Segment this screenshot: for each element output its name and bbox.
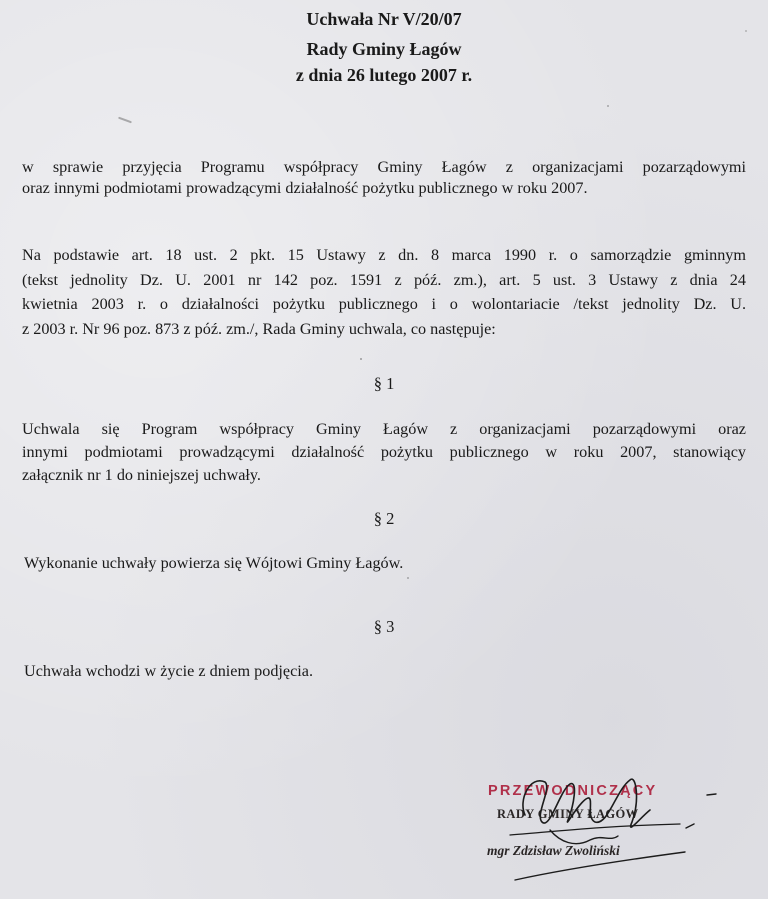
stamp-name: mgr Zdzisław Zwoliński [487, 843, 620, 858]
section-1-line: Uchwala się Program współpracy Gminy Łagów z organizacjami pozarządowymi oraz [22, 420, 746, 438]
subject-line: w sprawie przyjęcia Programu współpracy Gminy Łagów z organizacjami pozarządowymi [22, 158, 746, 176]
subject-line: oraz innymi podmiotami prowadzącymi działalność pożytku publicznego w roku 2007. [22, 179, 588, 197]
resolution-issuer: Rady Gminy Łagów [306, 39, 462, 59]
stamp-role: PRZEWODNICZĄCY [488, 783, 658, 799]
section-3-mark: § 3 [373, 617, 395, 636]
resolution-date: z dnia 26 lutego 2007 r. [295, 65, 473, 85]
section-2-mark: § 2 [373, 509, 395, 528]
scan-mark [745, 30, 747, 32]
scan-mark [118, 117, 132, 124]
basis-line: kwietnia 2003 r. o działalności pożytku publicznego i o wolontariacie /tekst jednolity Dz. U. [22, 295, 746, 313]
scan-mark [607, 105, 609, 107]
section-1-line: załącznik nr 1 do niniejszej uchwały. [22, 466, 261, 484]
basis-line: (tekst jednolity Dz. U. 2001 nr 142 poz. 1591 z póź. zm.), art. 5 ust. 3 Ustawy z dnia 24 [22, 271, 746, 289]
stamp-body: RADY GMINY ŁAGÓW [497, 807, 639, 821]
resolution-title: Uchwała Nr V/20/07 [306, 9, 462, 29]
scan-mark [360, 358, 362, 360]
subject-paragraph [22, 157, 746, 199]
basis-line: z 2003 r. Nr 96 poz. 873 z póź. zm./, Rada Gminy uchwala, co następuje: [22, 320, 496, 338]
handwritten-signature [490, 760, 720, 890]
basis-line: Na podstawie art. 18 ust. 2 pkt. 15 Ustawy z dn. 8 marca 1990 r. o samorządzie gminnym [22, 246, 746, 264]
section-1-line: innymi podmiotami prowadzącymi działalność pożytku publicznego w roku 2007, stanowiący [22, 443, 746, 461]
section-3-text: Uchwała wchodzi w życie z dniem podjęcia. [24, 662, 314, 680]
legal-basis-paragraph [22, 245, 746, 340]
section-2-text: Wykonanie uchwały powierza się Wójtowi Gminy Łagów. [24, 554, 404, 572]
scan-mark [407, 577, 409, 579]
section-1-mark: § 1 [373, 374, 395, 393]
section-1-text [22, 419, 746, 486]
